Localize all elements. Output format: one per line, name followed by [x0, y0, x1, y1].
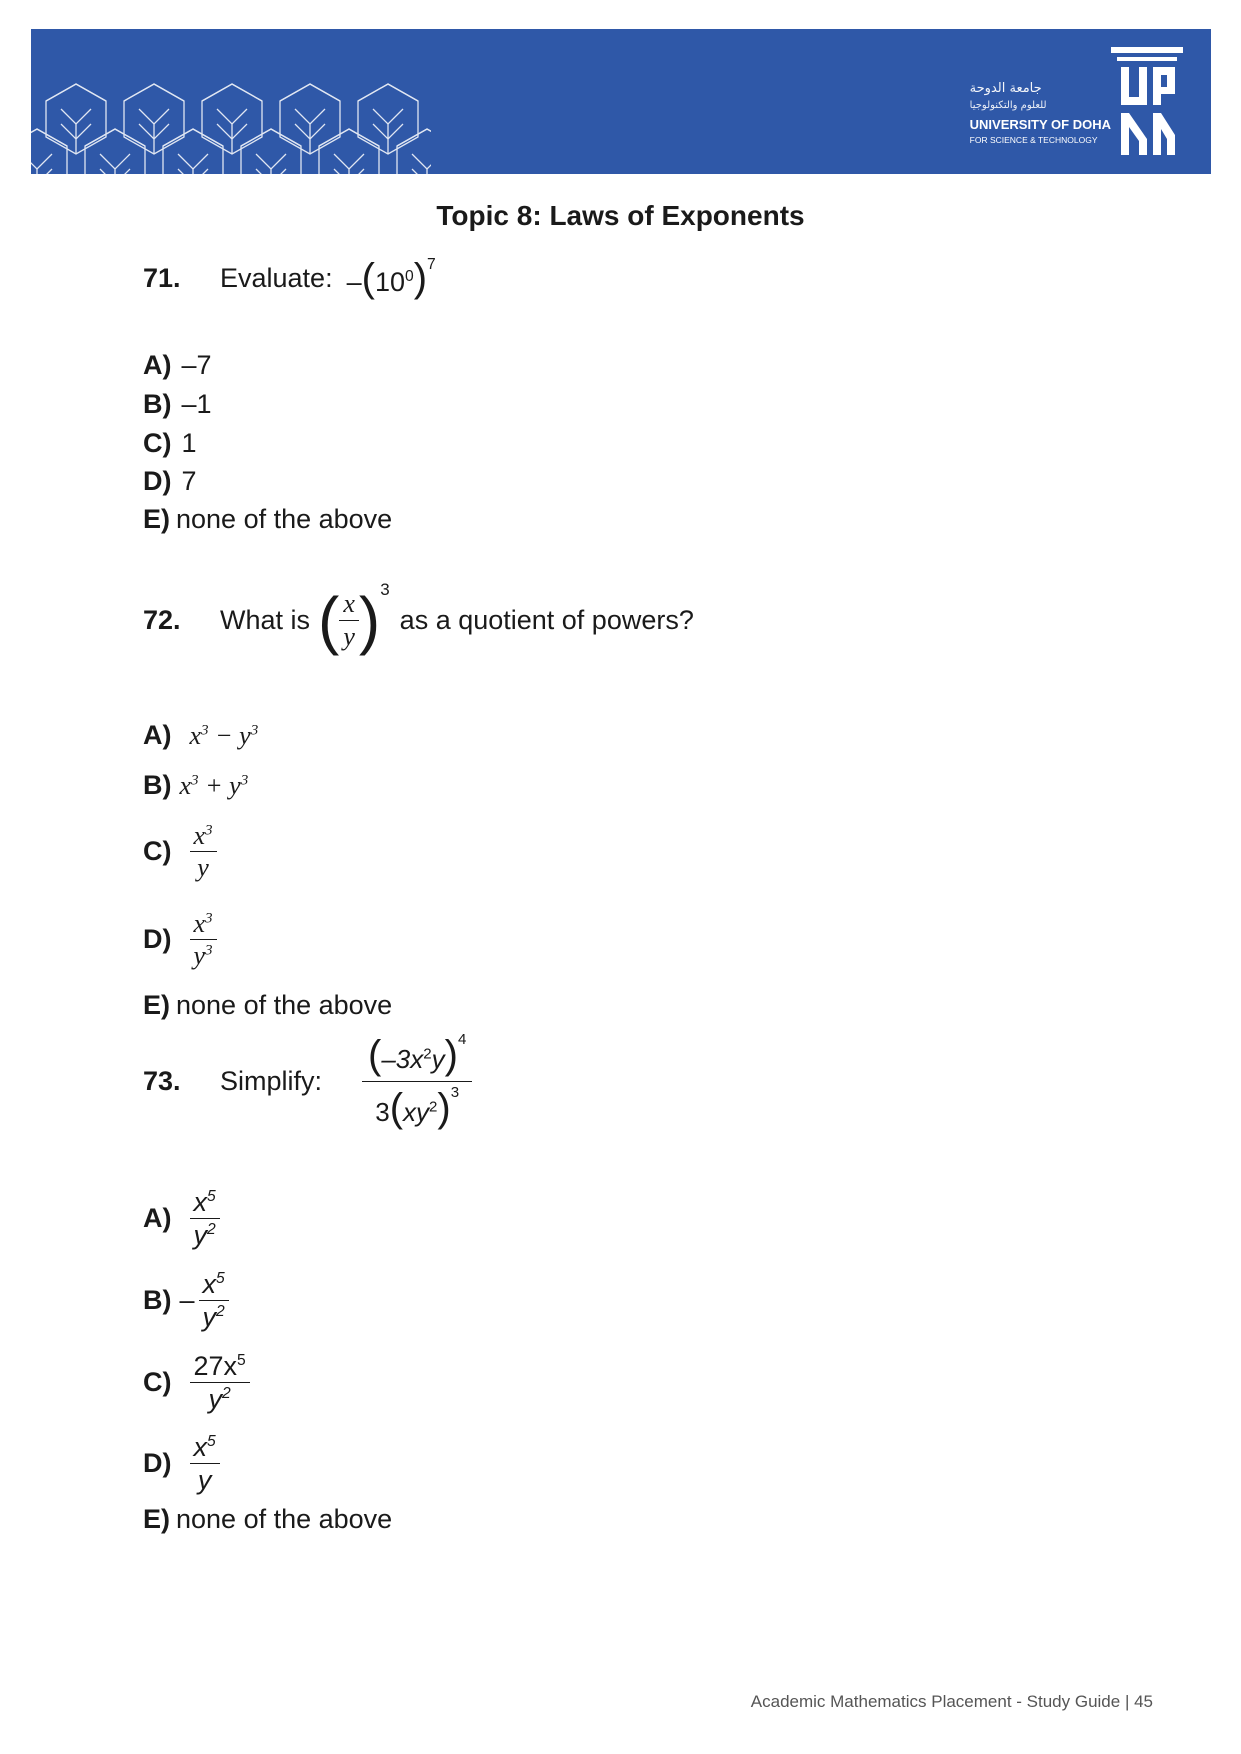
expression-73: $\frac{(-3x^2y)^4}{3(xy^2)^3}$ — [362, 1035, 472, 1128]
option-72-a[interactable]: A) $x^3 - y^3$ — [143, 720, 259, 750]
question-number: 73. — [143, 1066, 181, 1096]
option-73-b[interactable]: B) – $\frac{x^5}{y^2}$ — [143, 1270, 229, 1332]
question-prompt: Evaluate: — [220, 262, 333, 293]
question-73 — [143, 1031, 472, 1130]
option-71-b[interactable]: B) –1 — [143, 389, 212, 419]
university-tagline: FOR SCIENCE & TECHNOLOGY — [969, 135, 1098, 145]
option-73-a[interactable]: A) $\frac{x^5}{y^2}$ — [143, 1188, 220, 1250]
topic-title: Topic 8: Laws of Exponents — [436, 200, 805, 231]
header-banner — [31, 29, 1211, 174]
geometric-pattern-icon — [31, 29, 431, 174]
arabic-name: جامعة الدوحة — [969, 81, 1042, 96]
option-71-a[interactable]: A) –7 — [143, 350, 212, 380]
question-prompt: Simplify: — [220, 1066, 323, 1096]
question-72 — [143, 580, 694, 656]
university-logo-icon — [1111, 47, 1183, 159]
option-73-d[interactable]: D) $\frac{x^5}{y}$ — [143, 1433, 220, 1495]
option-73-c[interactable]: C) $\frac{27x^5}{y^2}$ — [143, 1352, 250, 1414]
expression-71: $-(10^0)^7$ — [346, 256, 436, 300]
question-suffix: as a quotient of powers? — [399, 604, 694, 635]
option-71-d[interactable]: D) 7 — [143, 466, 197, 496]
arabic-subtitle: للعلوم والتكنولوجيا — [969, 100, 1047, 111]
page-footer: Academic Mathematics Placement - Study Guide | 45 — [750, 1692, 1153, 1711]
question-number: 72. — [143, 604, 181, 635]
option-71-e[interactable]: E) none of the above — [143, 504, 393, 534]
university-name: UNIVERSITY OF DOHA — [969, 117, 1111, 132]
option-72-c[interactable]: C) $\frac{x^3}{y}$ — [143, 822, 217, 882]
question-71 — [143, 258, 436, 298]
option-71-c[interactable]: C) 1 — [143, 428, 197, 458]
university-logo-text — [970, 81, 1111, 145]
option-72-d[interactable]: D) $\frac{x^3}{y^3}$ — [143, 910, 217, 970]
option-73-e[interactable]: E) none of the above — [143, 1504, 393, 1534]
question-prompt: What is — [220, 604, 311, 635]
question-number: 71. — [143, 262, 181, 293]
option-72-e[interactable]: E) none of the above — [143, 990, 393, 1020]
expression-72: ( $\frac{x}{y}$ ) $^3$ — [318, 580, 390, 656]
option-72-b[interactable]: B) $x^3 + y^3$ — [143, 770, 249, 800]
